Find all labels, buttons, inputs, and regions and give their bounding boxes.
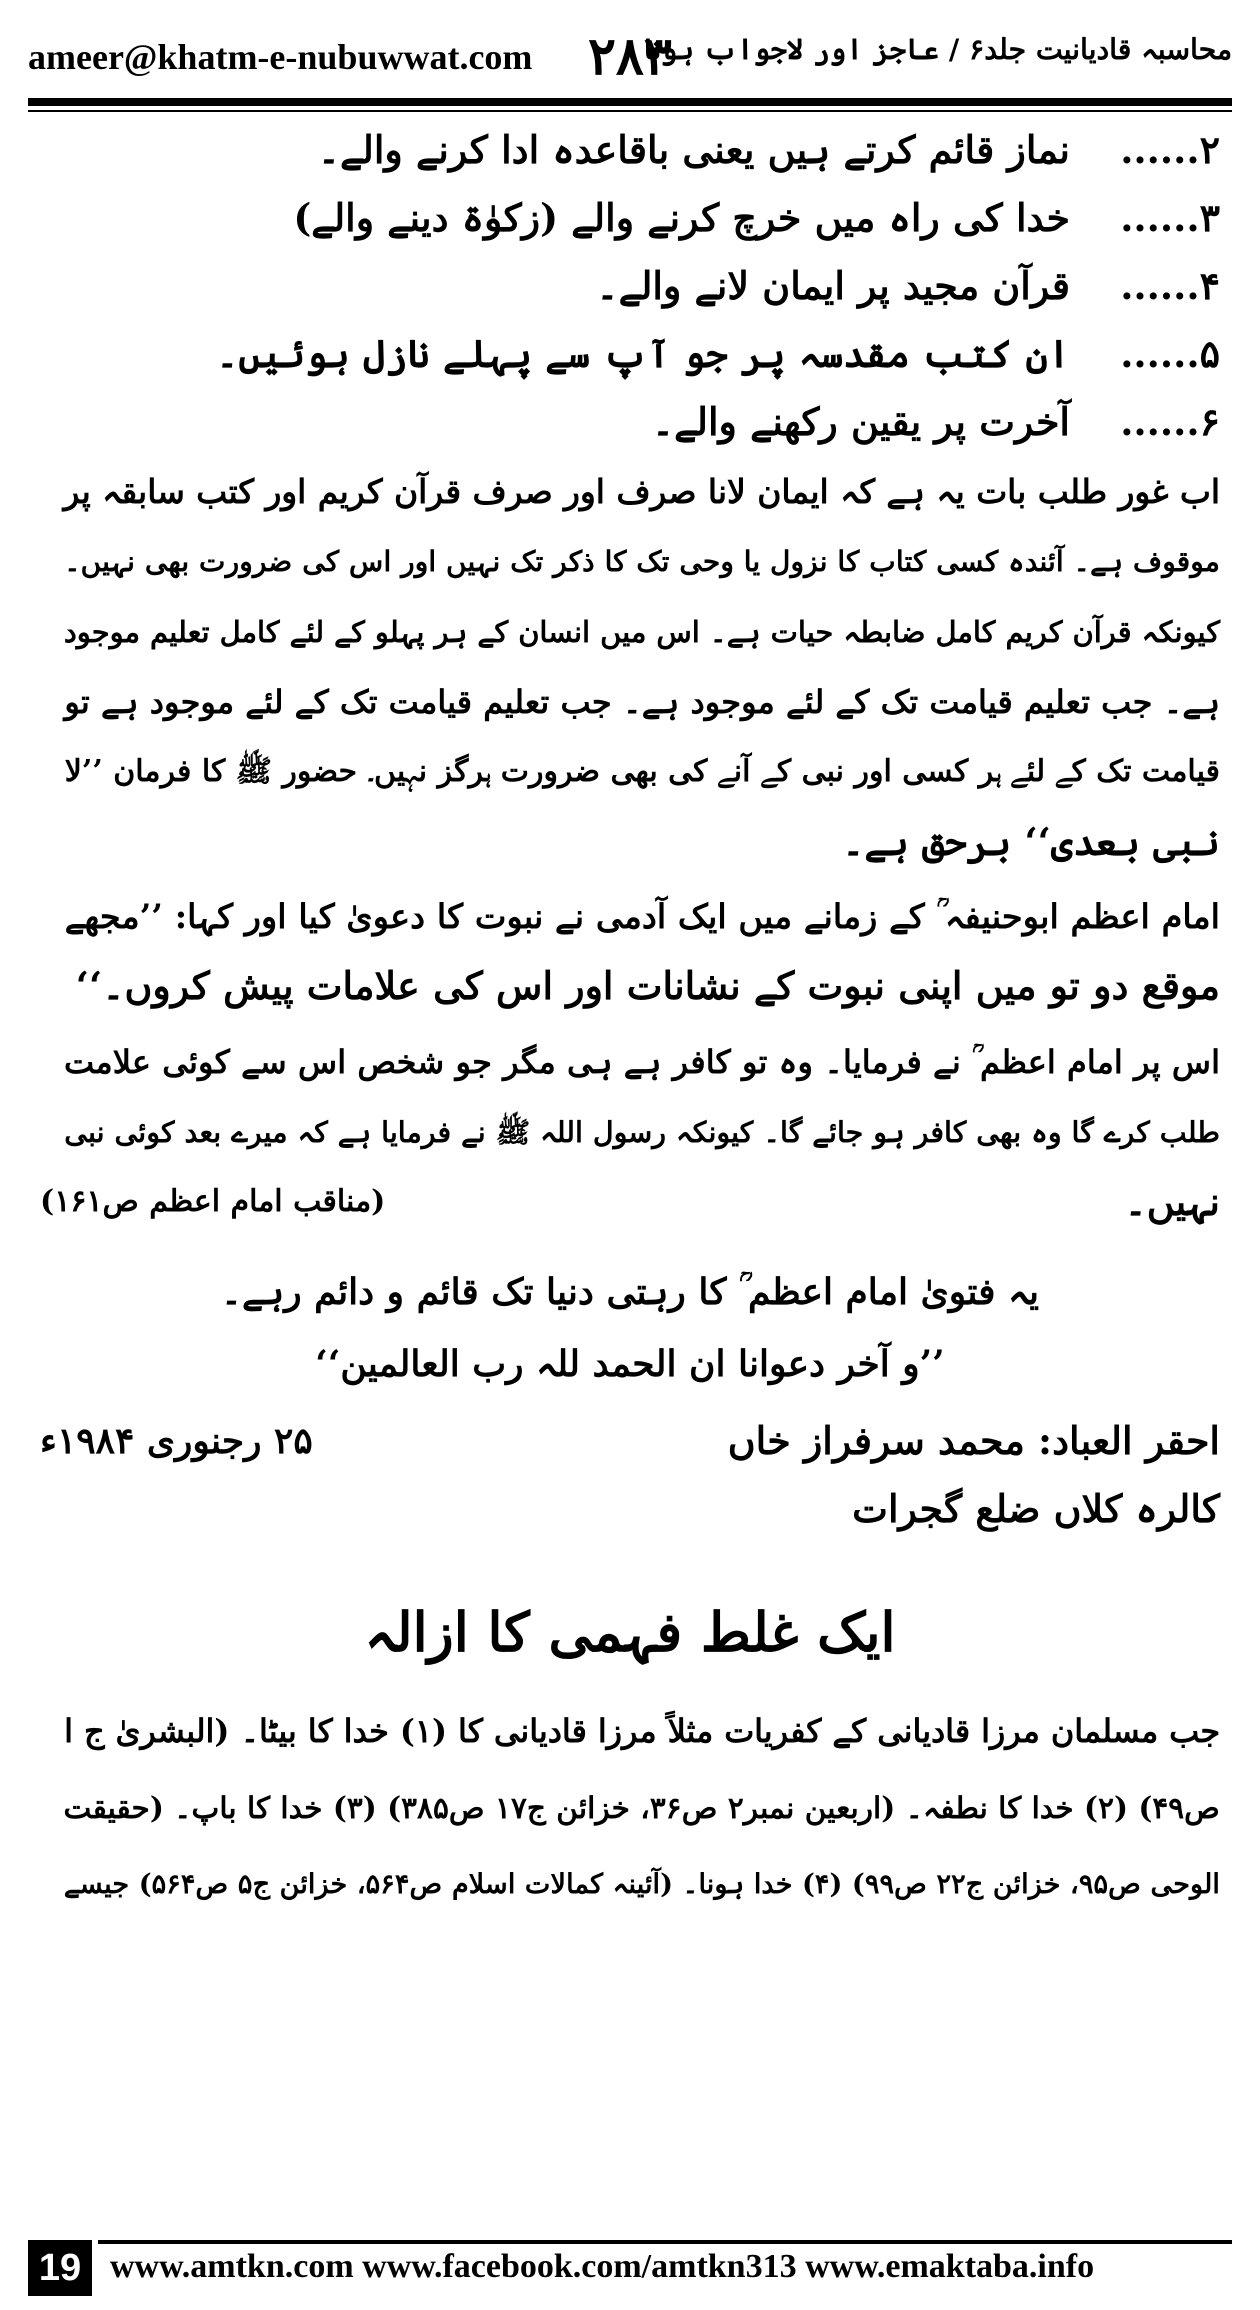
- header-page-number: ۲۸۳: [588, 26, 672, 87]
- paragraph3-line: اس پر امام اعظم ؒ نے فرمایا۔ وہ تو کافر ہے ہی مگر جو شخص اس سے کوئی علامت: [64, 1043, 1220, 1081]
- paragraph3-line: نہیں۔: [1124, 1179, 1220, 1224]
- list-item-text: قرآن مجید پر ایمان لانے والے۔: [596, 263, 1070, 308]
- section-title: ایک غلط فہمی کا ازالہ: [364, 1600, 896, 1664]
- list-item: [40, 186, 1220, 250]
- reference-citation: (مناقب امام اعظم ص۱۶۱): [40, 1184, 386, 1219]
- paragraph1-line: ہے۔ جب تعلیم قیامت تک کے لئے موجود ہے۔ جب تعلیم قیامت تک کے لئے موجود ہے تو: [64, 683, 1220, 721]
- header-rule-thick: [28, 98, 1232, 106]
- list-item-text: نماز قائم کرتے ہیں یعنی باقاعدہ ادا کرنے والے۔: [317, 127, 1070, 172]
- paragraph2-line: موقع دو تو میں اپنی نبوت کے نشانات اور اس کی علامات پیش کروں۔‘‘: [75, 963, 1220, 1008]
- list-item: [40, 322, 1220, 386]
- paragraph1-line: نبی بعدی‘‘ برحق ہے۔: [842, 819, 1220, 864]
- list-item-text: ان کتب مقدسہ پر جو آپ سے پہلے نازل ہوئیں۔: [216, 331, 1070, 376]
- list-item-number: ۶......: [1120, 399, 1220, 444]
- fatwa-line: یہ فتویٰ امام اعظم ؒ کا رہتی دنیا تک قائم و دائم رہے۔: [220, 1271, 1040, 1313]
- paragraph1-line: قیامت تک کے لئے ہر کسی اور نبی کے آنے کی بھی ضرورت ہرگز نہیں۔ حضور ﷺ کا فرمان ’’لا: [64, 754, 1220, 789]
- list-item-number: ۵......: [1120, 331, 1220, 376]
- header-running-title: محاسبہ قادیانیت جلد۶ / عاجز اور لاجواب ہونا: [644, 32, 1232, 66]
- paragraph3-line: طلب کرے گا وہ بھی کافر ہو جائے گا۔ کیونکہ رسول اللہ ﷺ نے فرمایا ہے کہ میرے بعد کوئی نبی: [64, 1115, 1220, 1149]
- paragraph1-line: موقوف ہے۔ آئندہ کسی کتاب کا نزول یا وحی تک کا ذکر تک نہیں اور اس کی ضرورت بھی نہیں۔: [64, 545, 1220, 578]
- header-rule-thin: [28, 110, 1232, 112]
- list-item-number: ۴......: [1120, 263, 1220, 308]
- footer-page-number: 19: [28, 2240, 92, 2296]
- list-item-number: ۲......: [1120, 127, 1220, 172]
- signature-place: کالرہ کلاں ضلع گجرات: [852, 1486, 1220, 1531]
- signature-name: احقر العباد: محمد سرفراز خاں: [727, 1418, 1220, 1463]
- list-item: [40, 118, 1220, 182]
- section-paragraph-line: ص۴۹) (۲) خدا کا نطفہ۔ (اربعین نمبر۲ ص۳۶، خزائن ج۱۷ ص۳۸۵) (۳) خدا کا باپ۔ (حقیقت: [63, 1790, 1220, 1825]
- paragraph2-line: امام اعظم ابوحنیفہ ؒ کے زمانے میں ایک آدمی نے نبوت کا دعویٰ کیا اور کہا: ’’مجھے: [64, 896, 1220, 936]
- footer-urls[interactable]: www.amtkn.com www.facebook.com/amtkn313 www.emaktaba.info: [110, 2248, 1095, 2285]
- header-email: ameer@khatm-e-nubuwwat.com: [28, 37, 533, 77]
- page-header: [28, 18, 1232, 98]
- footer-rule: [98, 2240, 1232, 2244]
- paragraph1-line: کیونکہ قرآن کریم کامل ضابطہ حیات ہے۔ اس میں انسان کے ہر پہلو کے لئے کامل تعلیم موجود: [63, 615, 1220, 649]
- list-item-text: خدا کی راہ میں خرچ کرنے والے (زکوٰۃ دینے والے): [293, 195, 1070, 240]
- page-footer: [28, 2240, 1232, 2296]
- section-paragraph-line: الوحی ص۹۵، خزائن ج۲۲ ص۹۹) (۴) خدا ہونا۔ (آئینہ کمالات اسلام ص۵۶۴، خزائن ج۵ ص۵۶۴) جیسے: [63, 1868, 1220, 1900]
- closing-dua: ’’و آخر دعوانا ان الحمد للہ رب العالمین‘‘: [315, 1343, 945, 1385]
- paragraph1-line: اب غور طلب بات یہ ہے کہ ایمان لانا صرف اور صرف قرآن کریم اور کتب سابقہ پر: [63, 472, 1220, 511]
- list-item: [40, 390, 1220, 454]
- list-item: [40, 254, 1220, 318]
- list-item-text: آخرت پر یقین رکھنے والے۔: [651, 399, 1070, 444]
- signature-date: ۲۵ رجنوری ۱۹۸۴ء: [40, 1420, 313, 1462]
- list-item-number: ۳......: [1120, 195, 1220, 240]
- section-paragraph-line: جب مسلمان مرزا قادیانی کے کفریات مثلاً مرزا قادیانی کا (۱) خدا کا بیٹا۔ (البشریٰ ج ا: [64, 1713, 1220, 1750]
